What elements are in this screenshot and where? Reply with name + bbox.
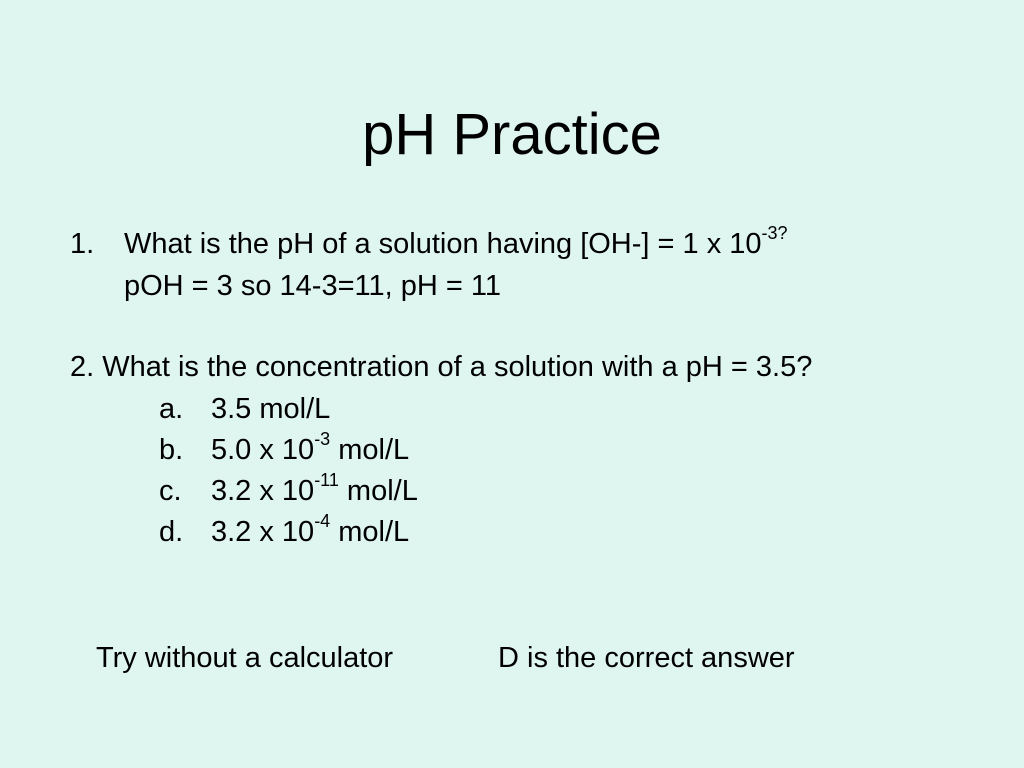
option-c-text xyxy=(211,470,418,509)
option-a-text xyxy=(211,391,330,427)
option-c-exponent: -11 xyxy=(314,470,339,491)
option-d-letter: d. xyxy=(159,516,184,548)
option-c-base: 3.2 x 10 xyxy=(211,475,315,507)
option-b-letter: b. xyxy=(159,434,184,466)
option-b-text xyxy=(211,429,410,468)
question-2-text: 2. What is the concentration of a solution with a pH = 3.5? xyxy=(70,351,813,383)
option-c-unit: mol/L xyxy=(338,475,418,507)
question-1-number: 1. xyxy=(70,228,95,260)
option-d-unit: mol/L xyxy=(330,516,410,548)
option-d-base: 3.2 x 10 xyxy=(211,516,315,548)
footer-hint: Try without a calculator xyxy=(96,642,394,674)
option-b-unit: mol/L xyxy=(330,434,410,466)
question-1-text-base: What is the pH of a solution having [OH-] = 1 x 10 xyxy=(124,228,762,260)
question-1-exponent: -3? xyxy=(761,223,788,244)
option-b-base: 5.0 x 10 xyxy=(211,434,315,466)
question-1-answer: pOH = 3 so 14-3=11, pH = 11 xyxy=(124,270,501,302)
option-b-exponent: -3 xyxy=(314,429,331,450)
option-a-letter: a. xyxy=(159,393,184,425)
option-d-text xyxy=(211,511,410,550)
slide-title: pH Practice xyxy=(362,102,662,167)
option-d-exponent: -4 xyxy=(314,511,331,532)
option-c-letter: c. xyxy=(159,475,182,507)
question-1-text xyxy=(124,223,788,262)
option-a-base: 3.5 mol/L xyxy=(211,393,331,425)
footer-answer: D is the correct answer xyxy=(498,642,795,674)
